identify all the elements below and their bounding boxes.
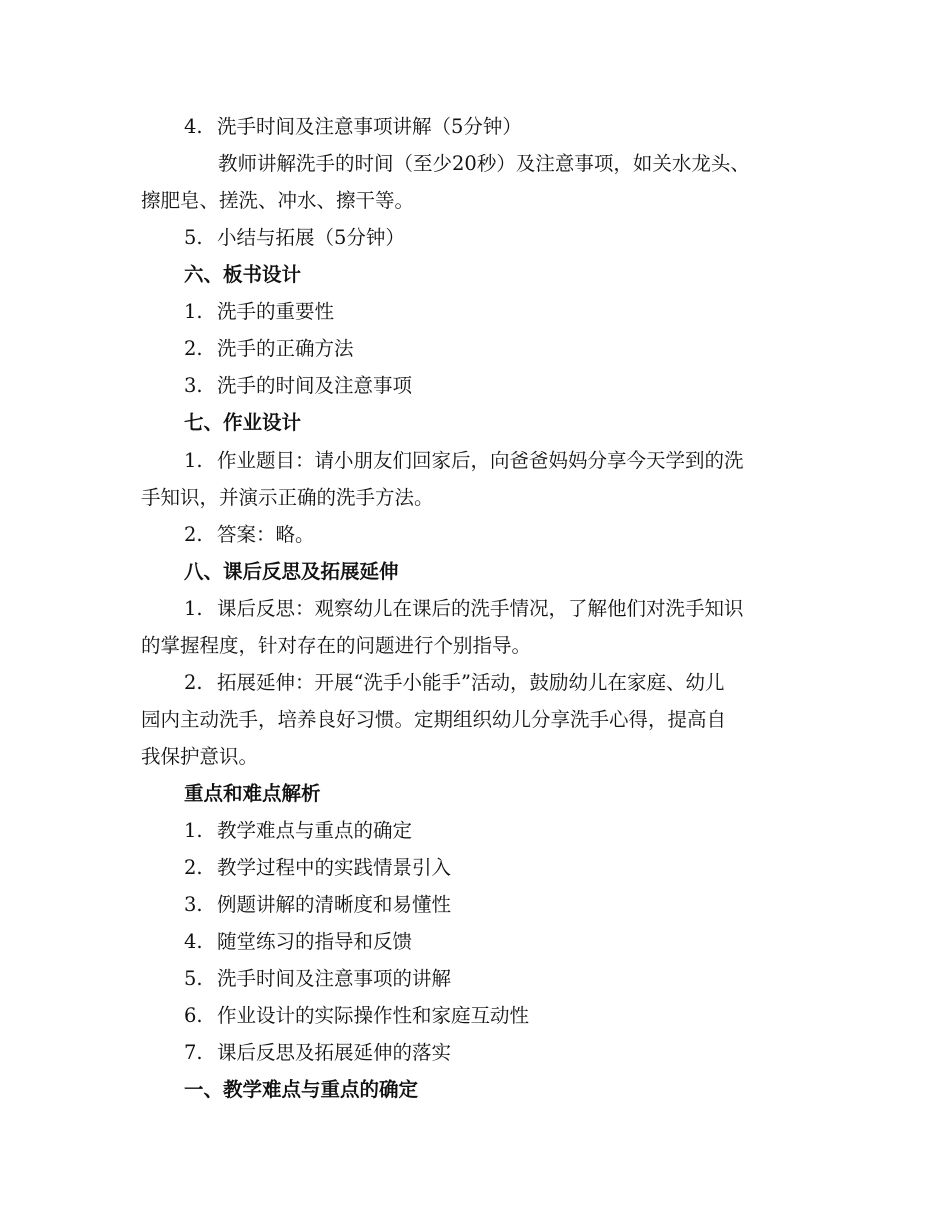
item-text: 教学过程中的实践情景引入 [217,856,452,879]
item-number: 4. [184,930,203,953]
list-item [184,226,405,250]
item-text: 洗手的时间及注意事项 [217,374,413,397]
item-number: 1. [184,449,203,472]
item-text: 作业题目：请小朋友们回家后，向爸爸妈妈分享今天学到的洗 [217,449,744,472]
list-item [184,671,724,695]
paragraph-line: 擦肥皂、搓洗、冲水、擦干等。 [141,189,415,212]
item-text: 洗手的重要性 [217,300,335,323]
item-number: 5. [184,226,203,249]
item-text: 洗手时间及注意事项的讲解 [217,967,452,990]
section-heading: 八、课后反思及拓展延伸 [184,560,399,583]
item-number: 3. [184,893,203,916]
list-item [184,1041,451,1065]
list-item [184,819,412,843]
item-text: 教学难点与重点的确定 [217,819,413,842]
paragraph-line: 手知识，并演示正确的洗手方法。 [141,486,434,509]
list-item [184,1004,529,1028]
item-number: 3. [184,374,203,397]
item-number: 2. [184,337,203,360]
paragraph-line: 园内主动洗手，培养良好习惯。定期组织幼儿分享洗手心得，提高自 [141,708,727,731]
list-item [184,115,522,139]
list-item [184,337,354,361]
item-text: 随堂练习的指导和反馈 [217,930,413,953]
item-number: 1. [184,300,203,323]
item-text: 课后反思：观察幼儿在课后的洗手情况，了解他们对洗手知识 [217,597,744,620]
item-text: 课后反思及拓展延伸的落实 [217,1041,452,1064]
list-item [184,523,315,547]
item-text: 洗手时间及注意事项讲解（5分钟） [217,115,522,138]
list-item [184,597,744,621]
item-text: 拓展延伸：开展“洗手小能手”活动，鼓励幼儿在家庭、幼儿 [217,671,725,694]
section-heading: 六、板书设计 [184,263,302,286]
item-number: 7. [184,1041,203,1064]
paragraph-line: 的掌握程度，针对存在的问题进行个别指导。 [141,634,532,657]
list-item [184,300,334,324]
section-heading: 重点和难点解析 [184,782,321,805]
list-item [184,967,451,991]
item-text: 洗手的正确方法 [217,337,354,360]
item-text: 例题讲解的清晰度和易懂性 [217,893,452,916]
item-number: 2. [184,671,203,694]
list-item [184,856,451,880]
item-number: 4. [184,115,203,138]
paragraph-line: 我保护意识。 [141,745,259,768]
item-number: 1. [184,819,203,842]
section-heading: 七、作业设计 [184,411,302,434]
item-text: 小结与拓展（5分钟） [217,226,405,249]
item-number: 2. [184,523,203,546]
list-item [184,374,412,398]
item-number: 6. [184,1004,203,1027]
item-number: 1. [184,597,203,620]
paragraph-line: 教师讲解洗手的时间（至少20秒）及注意事项，如关水龙头、 [218,152,750,175]
section-heading: 一、教学难点与重点的确定 [184,1078,419,1101]
item-number: 2. [184,856,203,879]
list-item [184,930,412,954]
item-number: 5. [184,967,203,990]
item-text: 答案：略。 [217,523,315,546]
list-item [184,893,451,917]
item-text: 作业设计的实际操作性和家庭互动性 [217,1004,530,1027]
list-item [184,449,744,473]
